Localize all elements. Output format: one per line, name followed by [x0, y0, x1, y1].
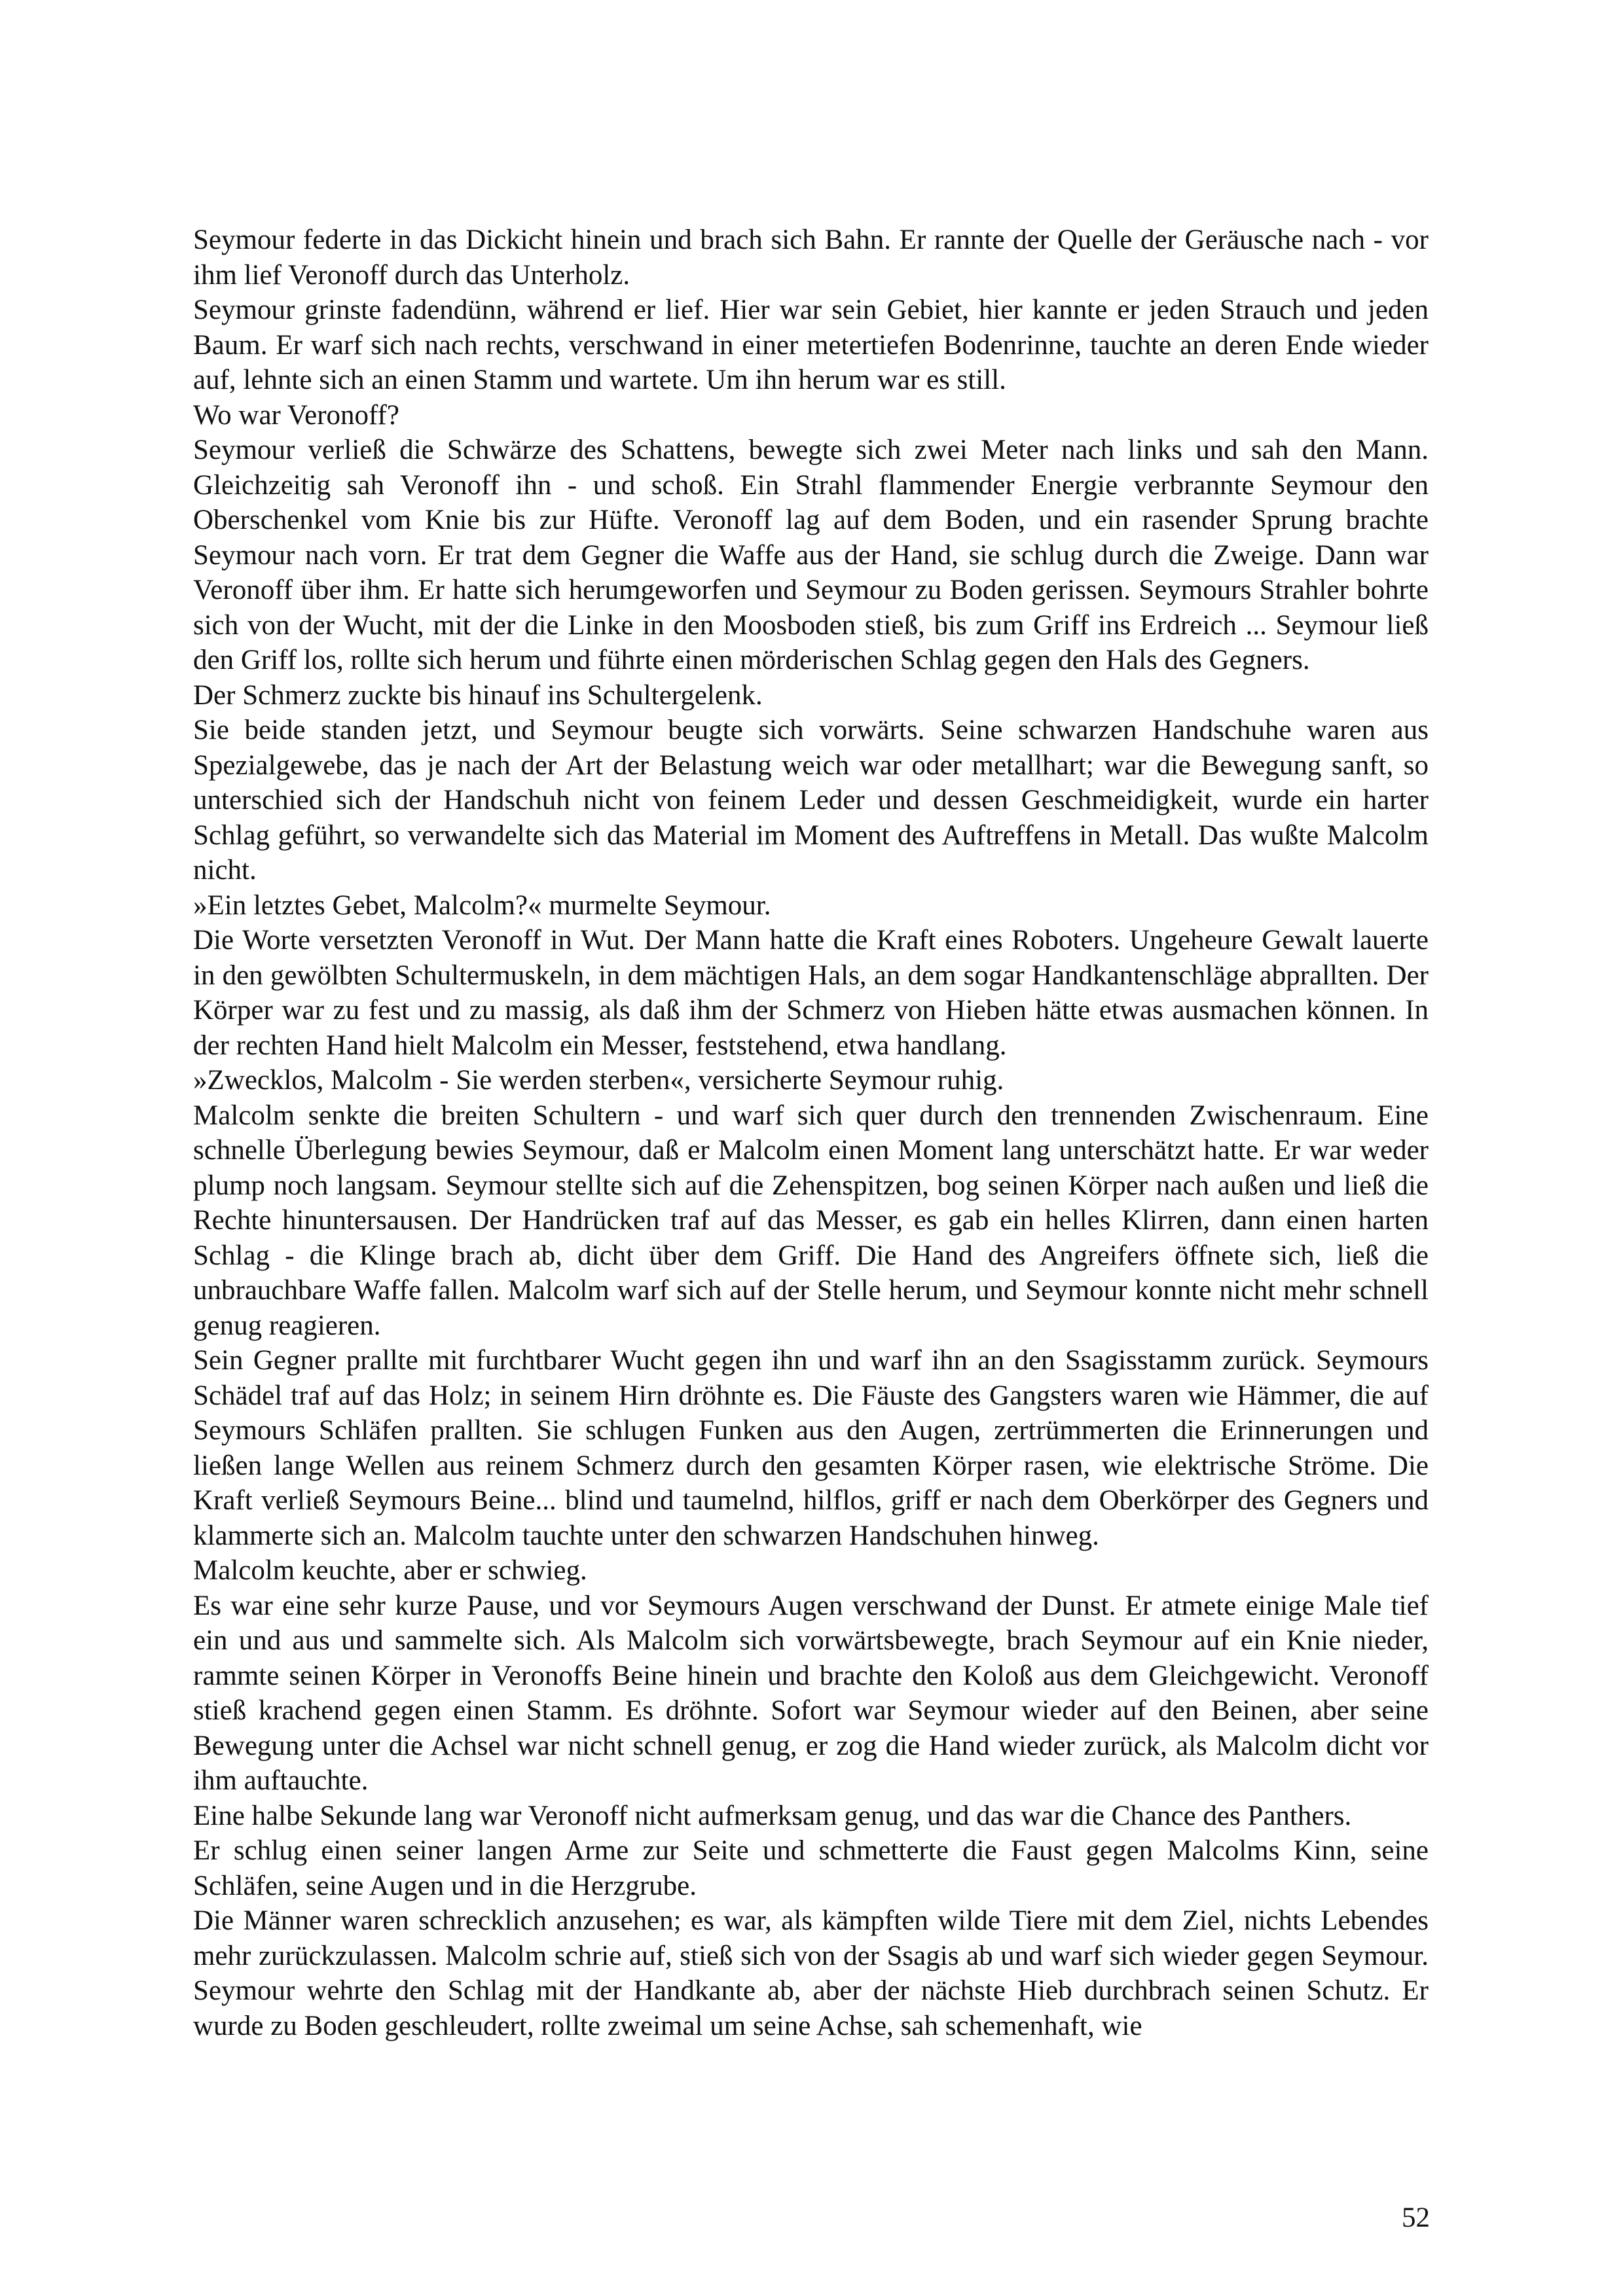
body-text: [193, 223, 1429, 2043]
paragraph: Eine halbe Sekunde lang war Veronoff nicht aufmerksam genug, und das war die Chance des Panthers.: [193, 1800, 1352, 1831]
page-number: 52: [1402, 2202, 1430, 2233]
paragraph: Seymour verließ die Schwärze des Schattens, bewegte sich zwei Meter nach links und sah den Mann. Gleichzeitig sah Veronoff ihn - und schoß. Ein Strahl flammender Energie verbrannte Seymour den Oberschenkel vom Knie bis zur Hüfte. Veronoff lag auf dem Boden, und ein rasender Sprung brachte Seymour nach vorn. Er trat dem Gegner die Waffe aus der Hand, sie schlug durch die Zweige. Dann war Veronoff über ihm. Er hatte sich herumgeworfen und Seymour zu Boden gerissen. Seymours Strahler bohrte sich von der Wucht, mit der die Linke in den Moosboden stieß, bis zum Griff ins Erdreich ... Seymour ließ den Griff los, rollte sich herum und führte einen mörderischen Schlag gegen den Hals des Gegners.: [193, 435, 1429, 675]
paragraph: Die Worte versetzten Veronoff in Wut. Der Mann hatte die Kraft eines Roboters. Ungeheure Gewalt lauerte in den gewölbten Schultermuskeln, in dem mächtigen Hals, an dem sogar Handkantenschläge abprallten. Der Körper war zu fest und zu massig, als daß ihm der Schmerz von Hieben hätte etwas ausmachen können. In der rechten Hand hielt Malcolm ein Messer, feststehend, etwa handlang.: [193, 925, 1429, 1061]
paragraph: Malcolm senkte die breiten Schultern - und warf sich quer durch den trennenden Zwischenraum. Eine schnelle Überlegung bewies Seymour, daß er Malcolm einen Moment lang unterschätzt hatte. Er war weder plump noch langsam. Seymour stellte sich auf die Zehenspitzen, bog seinen Körper nach außen und ließ die Rechte hinuntersausen. Der Handrücken traf auf das Messer, es gab ein helles Klirren, dann einen harten Schlag - die Klinge brach ab, dicht über dem Griff. Die Hand des Angreifers öffnete sich, ließ die unbrauchbare Waffe fallen. Malcolm warf sich auf der Stelle herum, und Seymour konnte nicht mehr schnell genug reagieren.: [193, 1100, 1429, 1341]
paragraph: Malcolm keuchte, aber er schwieg.: [193, 1555, 587, 1586]
paragraph: Sein Gegner prallte mit furchtbarer Wucht gegen ihn und warf ihn an den Ssagisstamm zurück. Seymours Schädel traf auf das Holz; in seinem Hirn dröhnte es. Die Fäuste des Gangsters waren wie Hämmer, die auf Seymours Schläfen prallten. Sie schlugen Funken aus den Augen, zertrümmerten die Erinnerungen und ließen lange Wellen aus reinem Schmerz durch den gesamten Körper rasen, wie elektrische Ströme. Die Kraft verließ Seymours Beine... blind und taumelnd, hilflos, griff er nach dem Oberkörper des Gegners und klammerte sich an. Malcolm tauchte unter den schwarzen Handschuhen hinweg.: [193, 1345, 1429, 1551]
paragraph: Er schlug einen seiner langen Arme zur Seite und schmetterte die Faust gegen Malcolms Kinn, seine Schläfen, seine Augen und in die Herzgrube.: [193, 1835, 1429, 1901]
paragraph: Sie beide standen jetzt, und Seymour beugte sich vorwärts. Seine schwarzen Handschuhe waren aus Spezialgewebe, das je nach der Art der Belastung weich war oder metallhart; war die Bewegung sanft, so unterschied sich der Handschuh nicht von feinem Leder und dessen Geschmeidigkeit, wurde ein harter Schlag geführt, so verwandelte sich das Material im Moment des Auftreffens in Metall. Das wußte Malcolm nicht.: [193, 715, 1429, 886]
paragraph: Seymour federte in das Dickicht hinein und brach sich Bahn. Er rannte der Quelle der Geräusche nach - vor ihm lief Veronoff durch das Unterholz.: [193, 224, 1429, 291]
paragraph: »Ein letztes Gebet, Malcolm?« murmelte Seymour.: [193, 889, 771, 921]
paragraph: Die Männer waren schrecklich anzusehen; es war, als kämpften wilde Tiere mit dem Ziel, nichts Lebendes mehr zurückzulassen. Malcolm schrie auf, stieß sich von der Ssagis ab und warf sich wieder gegen Seymour. Seymour wehrte den Schlag mit der Handkante ab, aber der nächste Hieb durchbrach seinen Schutz. Er wurde zu Boden geschleudert, rollte zweimal um seine Achse, sah schemenhaft, wie: [193, 1905, 1429, 2041]
paragraph: Der Schmerz zuckte bis hinauf ins Schultergelenk.: [193, 679, 763, 711]
paragraph: »Zwecklos, Malcolm - Sie werden sterben«, versicherte Seymour ruhig.: [193, 1065, 1004, 1096]
paragraph: Seymour grinste fadendünn, während er lief. Hier war sein Gebiet, hier kannte er jeden Strauch und jeden Baum. Er warf sich nach rechts, verschwand in einer metertiefen Bodenrinne, tauchte an deren Ende wieder auf, lehnte sich an einen Stamm und wartete. Um ihn herum war es still.: [193, 295, 1429, 395]
paragraph: Es war eine sehr kurze Pause, und vor Seymours Augen verschwand der Dunst. Er atmete einige Male tief ein und aus und sammelte sich. Als Malcolm sich vorwärtsbewegte, brach Seymour auf ein Knie nieder, rammte seinen Körper in Veronoffs Beine hinein und brachte den Koloß aus dem Gleichgewicht. Veronoff stieß krachend gegen einen Stamm. Es dröhnte. Sofort war Seymour wieder auf den Beinen, aber seine Bewegung unter die Achsel war nicht schnell genug, er zog die Hand wieder zurück, als Malcolm dicht vor ihm auftauchte.: [193, 1590, 1429, 1796]
paragraph: Wo war Veronoff?: [193, 399, 399, 431]
